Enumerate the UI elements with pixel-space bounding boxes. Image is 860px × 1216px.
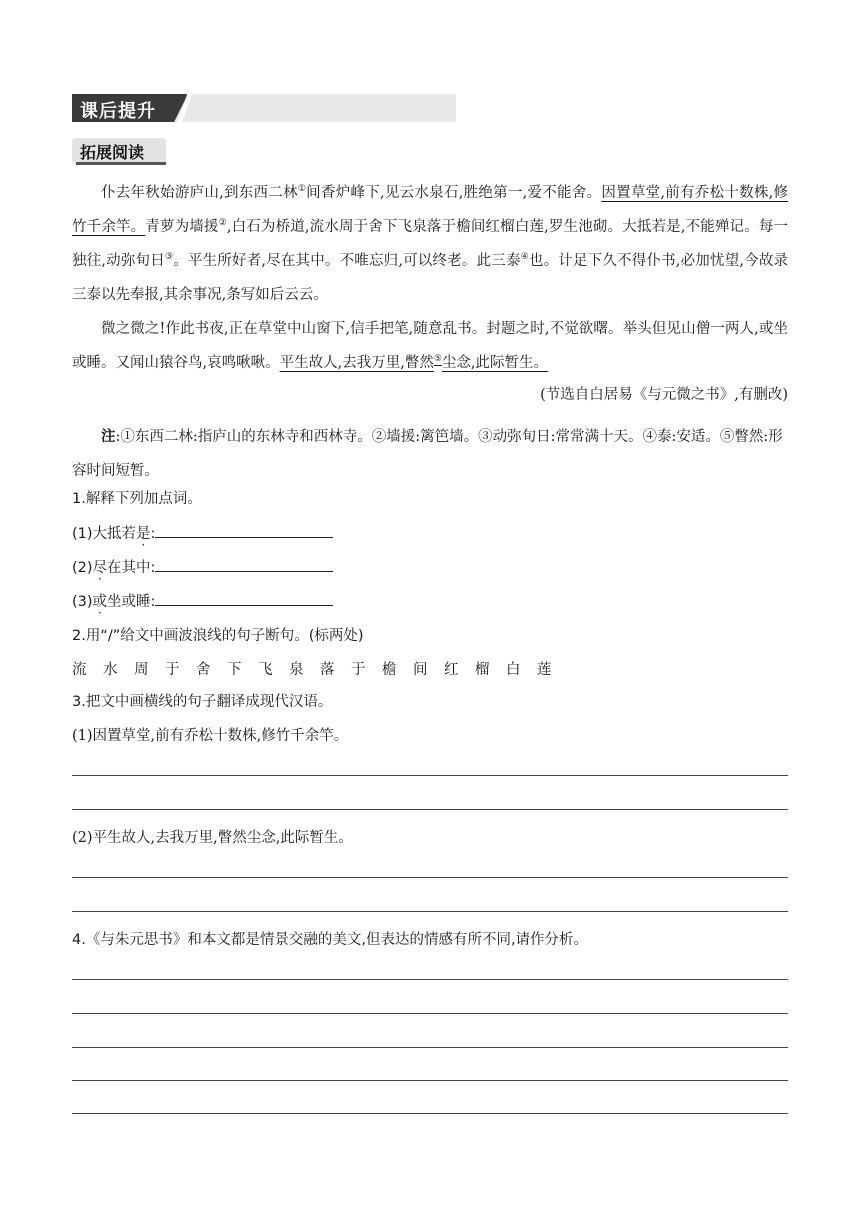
answer-line[interactable] [72, 877, 788, 878]
underlined-sentence-2: 平生故人,去我万里,瞥然 [279, 355, 434, 371]
passage-paragraph-1 [72, 176, 788, 312]
note-label: 注 [101, 429, 116, 445]
sentence-char: 白 [506, 662, 521, 678]
underlined-sentence-2-end: 尘念,此际暂生。 [441, 355, 549, 371]
dotted-word: 尽 [92, 560, 108, 576]
sentence-char: 落 [320, 662, 335, 678]
question-1-item-2 [72, 556, 333, 577]
item-text: : [150, 526, 156, 542]
item-text: (2) [72, 560, 93, 576]
footnote-mark: ① [297, 184, 307, 195]
answer-line[interactable] [72, 911, 788, 912]
footnote-mark: ⑤ [433, 354, 442, 365]
passage-paragraph-2 [72, 312, 788, 380]
passage-text: 仆去年秋始游庐山,到东西二林 [101, 185, 298, 201]
question-3-item-1: (1)因置草堂,前有乔松十数株,修竹千余竿。 [72, 728, 349, 744]
sentence-char: 间 [413, 662, 428, 678]
passage-text: 也。计足下久不得仆书,必加忧望,今故录三泰以先奉报,其余事况,条写如后云云。 [72, 253, 789, 303]
answer-line[interactable] [72, 809, 788, 810]
item-text: (3) [72, 594, 93, 610]
question-1-stem: 1.解释下列加点词。 [72, 491, 202, 507]
section-heading-label: 拓展阅读 [80, 143, 145, 162]
item-text: 坐或睡: [107, 594, 156, 610]
footnote-mark: ③ [164, 252, 174, 263]
sentence-char: 舍 [196, 662, 211, 678]
answer-line[interactable] [72, 979, 788, 980]
footnote-mark: ④ [520, 252, 529, 263]
dotted-word: 或 [92, 594, 108, 610]
question-1-item-1 [72, 522, 333, 543]
annotations [72, 420, 788, 488]
item-text: 在其中: [107, 560, 156, 576]
note-text: :①东西二林:指庐山的东林寺和西林寺。②墙援:篱笆墙。③动弥旬日:常常满十天。④泰:安适。⑤瞥然:形容时间短暂。 [72, 429, 783, 479]
section-banner [72, 94, 456, 122]
question-4-stem: 4.《与朱元思书》和本文都是情景交融的美文,但表达的情感有所不同,请作分析。 [72, 932, 589, 948]
reading-passage [72, 176, 788, 380]
sentence-char: 周 [134, 662, 149, 678]
section-heading [72, 138, 166, 164]
answer-line[interactable] [72, 775, 788, 776]
question-2-stem: 2.用“/”给文中画波浪线的句子断句。(标两处) [72, 628, 364, 644]
answer-blank[interactable] [155, 593, 333, 606]
sentence-char: 泉 [289, 662, 304, 678]
sentence-char: 红 [444, 662, 459, 678]
passage-text: 微之微之!作此书夜,正在草堂中山窗下,信手把笔,随意乱书。封题之时,不觉欲曙。举头但见山僧一两人,或坐或睡。又闻山猿谷鸟,哀鸣啾啾。 [72, 321, 788, 371]
question-3-item-2: (2)平生故人,去我万里,瞥然尘念,此际暂生。 [72, 830, 353, 846]
sentence-char: 飞 [258, 662, 273, 678]
answer-blank[interactable] [155, 525, 333, 538]
passage-source: (节选自白居易《与元微之书》,有删改) [540, 387, 788, 403]
item-text: (1)大抵若 [72, 526, 137, 542]
section-heading-underline [76, 162, 166, 165]
banner-title: 课后提升 [80, 101, 156, 122]
sentence-char: 水 [103, 662, 118, 678]
sentence-char: 下 [227, 662, 242, 678]
question-2-sentence[interactable] [72, 658, 568, 679]
sentence-char: 于 [165, 662, 180, 678]
sentence-char: 莲 [537, 662, 552, 678]
dotted-word: 是 [136, 526, 151, 542]
sentence-char: 榴 [475, 662, 490, 678]
answer-blank[interactable] [155, 559, 333, 572]
answer-line[interactable] [72, 1113, 788, 1114]
passage-text: 青萝为墙援 [145, 219, 219, 235]
answer-line[interactable] [72, 1013, 788, 1014]
answer-line[interactable] [72, 1047, 788, 1048]
footnote-mark: ② [218, 218, 227, 229]
passage-text: 。平生所好者,尽在其中。不唯忘归,可以终老。此三泰 [173, 253, 521, 269]
sentence-char: 檐 [382, 662, 397, 678]
answer-line[interactable] [72, 1080, 788, 1081]
question-1-item-3 [72, 590, 333, 611]
question-3-stem: 3.把文中画横线的句子翻译成现代汉语。 [72, 694, 333, 710]
underlined-sentence-1: 因置草堂,前有乔松十数株,修竹千余竿。 [72, 185, 789, 235]
sentence-char: 于 [351, 662, 366, 678]
sentence-char: 流 [72, 662, 87, 678]
passage-text: 间香炉峰下,见云水泉石,胜绝第一,爱不能舍。 [306, 185, 602, 201]
passage-text: ,白石为桥道,流水周于舍下飞泉落于檐间红榴白莲,罗生池砌。大抵若是,不能殚记。每一独往,动弥旬日 [72, 219, 789, 269]
